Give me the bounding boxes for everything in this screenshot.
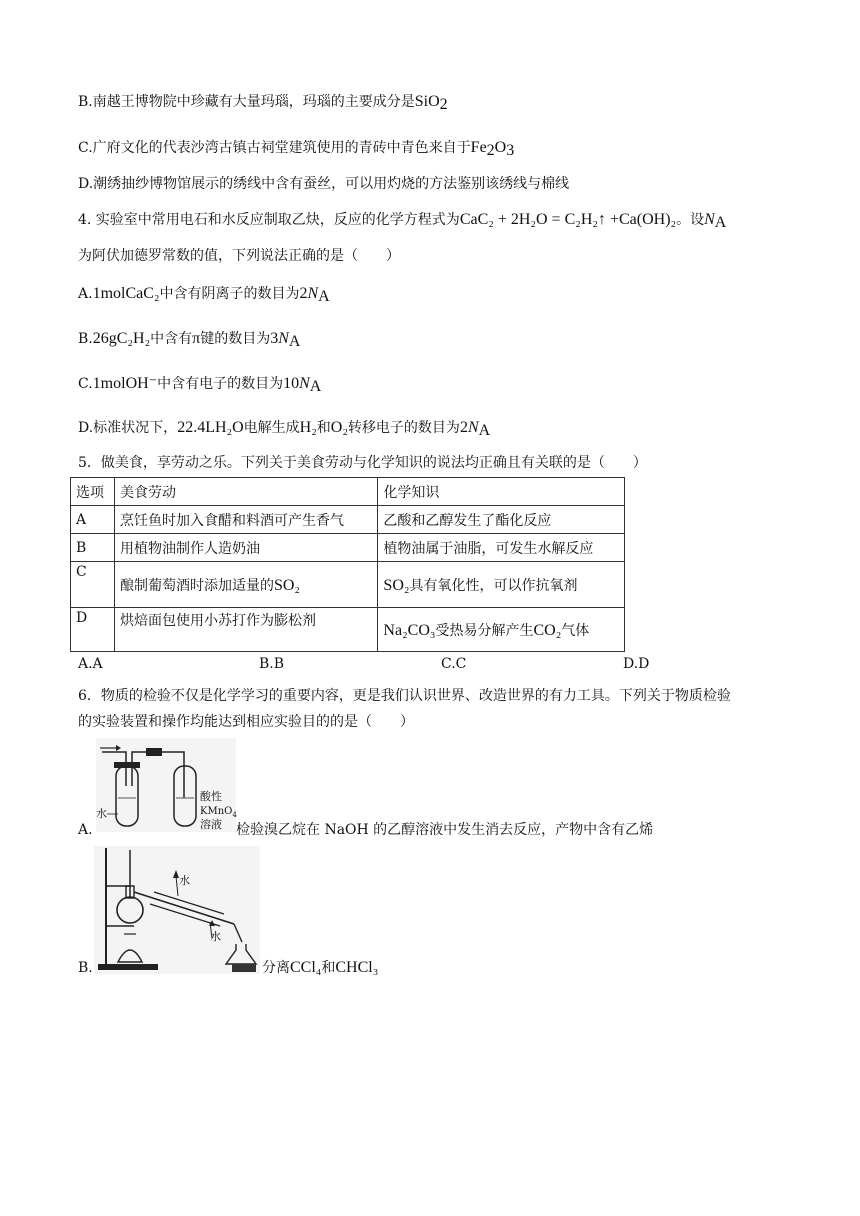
q6-option-a: A. xyxy=(78,822,93,838)
table-row: A 烹饪鱼时加入食醋和料酒可产生香气 乙酸和乙醇发生了酯化反应 xyxy=(71,506,625,534)
q4-option-b: B.26gC₂H₂中含有π键的数目为$3N_A$ xyxy=(78,330,301,350)
svg-text:溶液: 溶液 xyxy=(200,818,222,831)
svg-text:水: 水 xyxy=(210,930,221,943)
q6-option-b: B. xyxy=(78,960,93,976)
q4-stem-line2: 为阿伏加德罗常数的值，下列说法正确的是（ ） xyxy=(78,248,400,264)
q4-option-c: C.1molOH⁻中含有电子的数目为$10N_A$ xyxy=(78,375,322,395)
q6-option-b-text: 分离CCl₄和CHCl₃ xyxy=(262,959,379,976)
table-header: 化学知识 xyxy=(378,478,625,506)
q4-option-d: D.标准状况下，22.4LH₂O电解生成H₂和O₂转移电子的数目为$2N_A$ xyxy=(78,419,491,439)
q6-stem-line2: 的实验装置和操作均能达到相应实验目的的是（ ） xyxy=(78,714,414,730)
table-row: C 酿制葡萄酒时添加适量的SO₂ SO₂具有氧化性，可以作抗氧剂 xyxy=(71,562,625,608)
svg-text:酸性: 酸性 xyxy=(200,790,222,803)
option-b: B.B xyxy=(259,656,285,672)
q3-option-d: D.潮绣抽纱博物馆展示的绣线中含有蚕丝，可以用灼烧的方法鉴别该绣线与棉线 xyxy=(78,176,570,192)
q3-option-b: B.南越王博物院中珍藏有大量玛瑙，玛瑙的主要成分是SiO$_2$ xyxy=(78,93,448,113)
table-header: 选项 xyxy=(71,478,115,506)
table-row: D 烘焙面包使用小苏打作为膨松剂 Na₂CO₃受热易分解产生CO₂气体 xyxy=(71,608,625,652)
q4-equation: CaC₂ + 2H₂O = C₂H₂↑ +Ca(OH)₂ xyxy=(459,211,677,228)
q5-stem: 5．做美食，享劳动之乐。下列关于美食劳动与化学知识的说法均正确且有关联的是（ ） xyxy=(78,455,647,471)
table-row: B 用植物油制作人造奶油 植物油属于油脂，可发生水解反应 xyxy=(71,534,625,562)
svg-text:水: 水 xyxy=(179,874,190,887)
svg-text:水: 水 xyxy=(96,807,107,820)
option-c: C.C xyxy=(441,656,467,672)
figure-b-apparatus xyxy=(94,846,260,974)
q5-table xyxy=(70,477,625,652)
q6-option-a-text: 检验溴乙烷在 NaOH 的乙醇溶液中发生消去反应，产物中含有乙烯 xyxy=(236,822,654,838)
svg-text:KMnO4: KMnO$_4$ xyxy=(200,806,237,819)
q4-option-a: A.1molCaC₂中含有阴离子的数目为$2N_A$ xyxy=(78,285,330,305)
option-d: D.D xyxy=(623,656,650,672)
q4-stem-line1: 4. 实验室中常用电石和水反应制取乙炔，反应的化学方程式为CaC₂ + 2H₂O = C₂H₂↑ +Ca(OH)₂。设$N_A$ xyxy=(78,211,727,231)
table-header-row xyxy=(71,478,625,506)
q3-option-c: C.广府文化的代表沙湾古镇古祠堂建筑使用的青砖中青色来自于$Fe_2O_3$ xyxy=(78,139,515,159)
option-a: A.A xyxy=(78,656,103,672)
figure-a-apparatus xyxy=(96,738,236,832)
q6-stem-line1: 6．物质的检验不仅是化学学习的重要内容，更是我们认识世界、改造世界的有力工具。下列关于物质检验 xyxy=(78,688,731,704)
table-header: 美食劳动 xyxy=(114,478,377,506)
